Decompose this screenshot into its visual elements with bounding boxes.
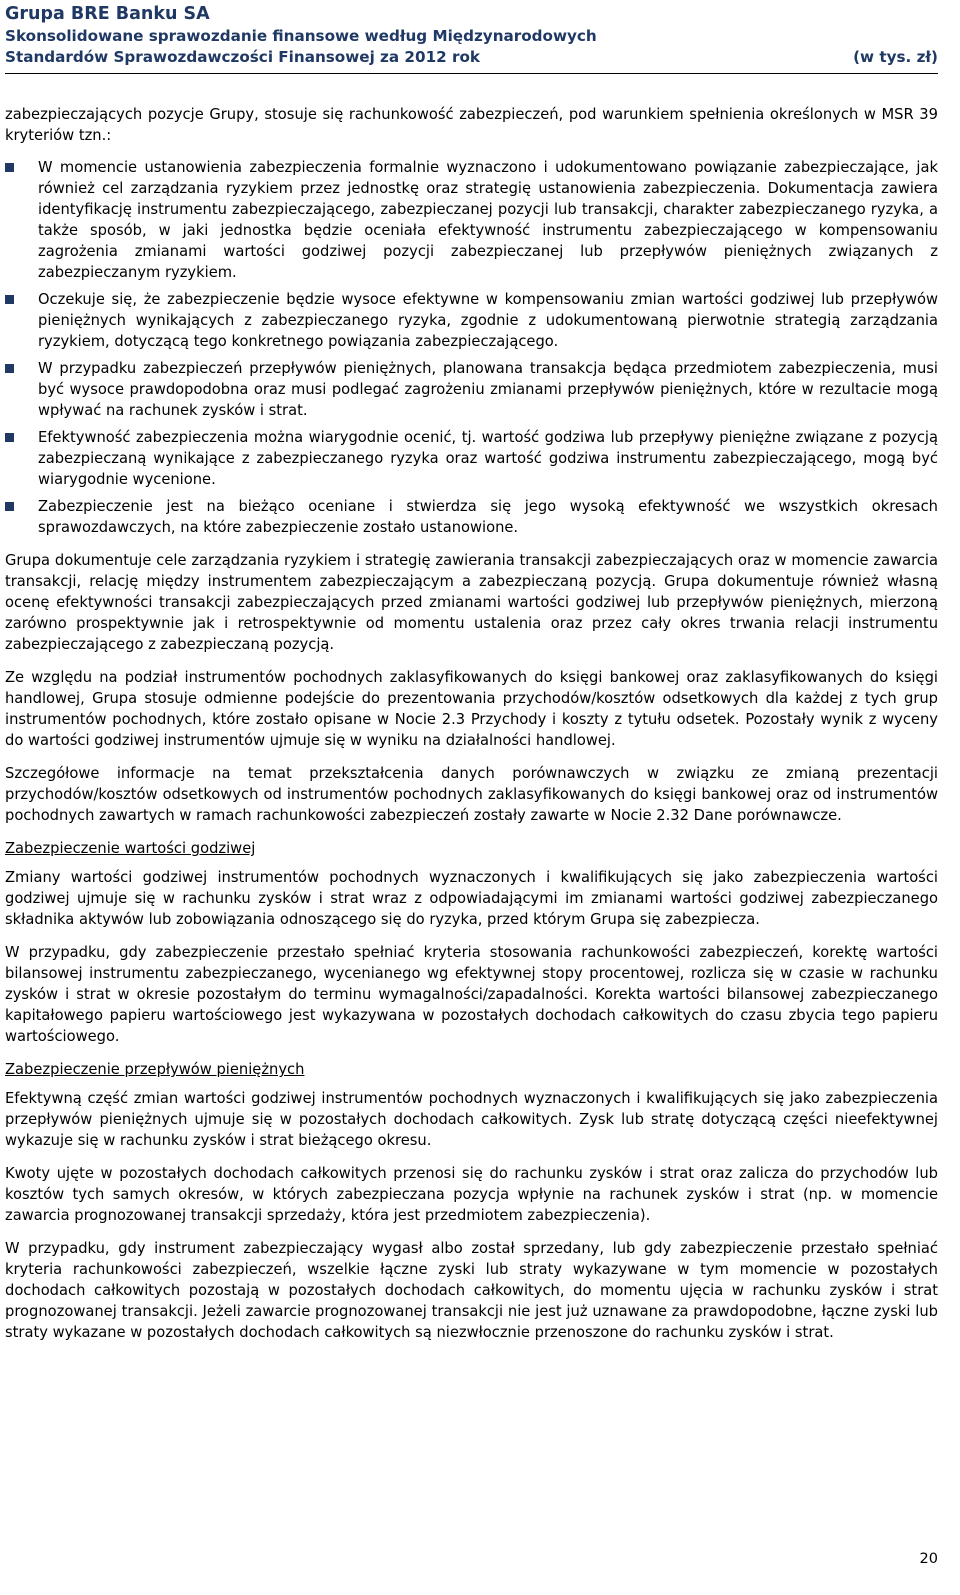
list-item <box>5 157 938 283</box>
list-item-text: W momencie ustanowienia zabezpieczenia formalnie wyznaczono i udokumentowano powiązanie zabezpieczające, jak również cel zarządzania ryzykiem przez jednostkę oraz strategię ustanowienia zabezpieczenia. Dokumentacja zawiera identyfikację instrumentu zabezpieczającego, zabezpieczanej pozycji lub transakcji, charakter zabezpieczanego ryzyka, a także sposób, w jaki jednostka będzie oceniała efektywność instrumentu zabezpieczającego w kompensowaniu zagrożenia zmianami wartości godziwej pozycji zabezpieczanej lub przepływów pieniężnych związanych z zabezpieczanym ryzykiem. <box>38 159 938 281</box>
body-paragraph: Efektywną część zmian wartości godziwej instrumentów pochodnych wyznaczonych i kwalifikujących się jako zabezpieczenia przepływów pieniężnych ujmuje się w pozostałych dochodach całkowitych. Zysk lub stratę dotyczącą części nieefektywnej wykazuje się w rachunku zysków i strat bieżącego okresu. <box>5 1090 938 1149</box>
criteria-list <box>5 157 938 538</box>
body-paragraph: W przypadku, gdy instrument zabezpieczający wygasł albo został sprzedany, lub gdy zabezpieczenie przestało spełniać kryteria rachunkowości zabezpieczeń, wszelkie łączne zyski lub straty wykazywane w tym momencie w pozostałych dochodach całkowitych pozostają w pozostałych dochodach całkowitych, do momentu ujęcia w rachunku zysków i strat prognozowanej transakcji. Jeżeli zawarcie prognozowanej transakcji nie jest już uznawane za prawdopodobne, łączne zyski lub straty wykazane w pozostałych dochodach całkowitych są niezwłocznie przenoszone do rachunku zysków i strat. <box>5 1240 938 1341</box>
list-item <box>5 289 938 352</box>
header-divider <box>5 73 938 74</box>
body-paragraph: Kwoty ujęte w pozostałych dochodach całkowitych przenosi się do rachunku zysków i strat oraz zalicza do przychodów lub kosztów tych samych okresów, w których zabezpieczana pozycja wpłynie na rachunek zysków i strat (np. w momencie zawarcia prognozowanej transakcji sprzedaży, która jest przedmiotem zabezpieczenia). <box>5 1165 938 1224</box>
document-body <box>5 104 938 1343</box>
intro-paragraph: zabezpieczających pozycje Grupy, stosuje się rachunkowość zabezpieczeń, pod warunkiem spełnienia określonych w MSR 39 kryteriów tzn.: <box>5 106 938 144</box>
body-paragraph: Grupa dokumentuje cele zarządzania ryzykiem i strategię zawierania transakcji zabezpieczających oraz w momencie zawarcia transakcji, relację między instrumentem zabezpieczającym a zabezpieczaną pozycją. Grupa dokumentuje również własną ocenę efektywności transakcji zabezpieczających przed zmianami wartości godziwej lub przepływów pieniężnych, mierzoną zarówno prospektywnie jak i retrospektywnie od momentu ustalenia oraz przez cały okres trwania relacji instrumentu zabezpieczającego z zabezpieczaną pozycją. <box>5 552 938 653</box>
square-bullet-icon <box>5 364 14 373</box>
body-paragraph: Szczegółowe informacje na temat przekształcenia danych porównawczych w związku ze zmianą prezentacji przychodów/kosztów odsetkowych od instrumentów pochodnych zaklasyfikowanych do księgi bankowej oraz od instrumentów pochodnych zawartych w ramach rachunkowości zabezpieczeń zostały zawarte w Nocie 2.32 Dane porównawcze. <box>5 765 938 824</box>
body-paragraph: Ze względu na podział instrumentów pochodnych zaklasyfikowanych do księgi bankowej oraz zaklasyfikowanych do księgi handlowej, Grupa stosuje odmienne podejście do prezentowania przychodów/kosztów odsetkowych dla każdej z tych grup instrumentów pochodnych, które zostało opisane w Nocie 2.3 Przychody i koszty z tytułu odsetek. Pozostały wynik z wyceny do wartości godziwej instrumentów ujmuje się w wyniku na działalności handlowej. <box>5 669 938 749</box>
list-item-text: W przypadku zabezpieczeń przepływów pieniężnych, planowana transakcja będąca przedmiotem zabezpieczenia, musi być wysoce prawdopodobna oraz musi podlegać zagrożeniu zmianami przepływów pieniężnych, które w rezultacie mogą wpływać na rachunek zysków i strat. <box>38 360 938 419</box>
currency-note: (w tys. zł) <box>853 48 938 66</box>
report-title-text-2: Standardów Sprawozdawczości Finansowej za 2012 rok <box>5 48 481 66</box>
document-page <box>5 0 938 1355</box>
page-number: 20 <box>919 1551 938 1567</box>
list-item <box>5 358 938 421</box>
square-bullet-icon <box>5 502 14 511</box>
body-paragraph: Zmiany wartości godziwej instrumentów pochodnych wyznaczonych i kwalifikujących się jako zabezpieczenia wartości godziwej ujmuje się w rachunku zysków i strat wraz z odpowiadającymi im zmianami wartości godziwej zabezpieczanego składnika aktywów lub zobowiązania odnoszącego się do ryzyka, przed którym Grupa się zabezpiecza. <box>5 869 938 928</box>
square-bullet-icon <box>5 163 14 172</box>
list-item <box>5 427 938 490</box>
report-title-line-1 <box>5 26 938 47</box>
list-item <box>5 496 938 538</box>
square-bullet-icon <box>5 433 14 442</box>
list-item-text: Zabezpieczenie jest na bieżąco oceniane i stwierdza się jego wysoką efektywność we wszystkich okresach sprawozdawczych, na które zabezpieczenie zostało ustanowione. <box>38 498 938 536</box>
list-item-text: Oczekuje się, że zabezpieczenie będzie wysoce efektywne w kompensowaniu zmian wartości godziwej lub przepływów pieniężnych wynikających z zabezpieczanego ryzyka, zgodnie z udokumentowaną pierwotnie strategią zarządzania ryzykiem, dotyczącą tego konkretnego powiązania zabezpieczającego. <box>38 291 938 350</box>
section-heading-fair-value: Zabezpieczenie wartości godziwej <box>5 840 256 857</box>
list-item-text: Efektywność zabezpieczenia można wiarygodnie ocenić, tj. wartość godziwa lub przepływy pieniężne związane z pozycją zabezpieczaną wynikające z zabezpieczanego ryzyka oraz wartość godziwa instrumentu zabezpieczającego, mogą być wiarygodnie wycenione. <box>38 429 938 488</box>
report-title-line-2 <box>5 47 938 68</box>
body-paragraph: W przypadku, gdy zabezpieczenie przestało spełniać kryteria stosowania rachunkowości zabezpieczeń, korektę wartości bilansowej instrumentu zabezpieczanego, wycenianego wg efektywnej stopy procentowej, rozlicza się w czasie w rachunku zysków i strat w okresie pozostałym do terminu wymagalności/zapadalności. Korekta wartości bilansowej zabezpieczanego kapitałowego papieru wartościowego jest wykazywana w pozostałych dochodach całkowitych do czasu zbycia tego papieru wartościowego. <box>5 944 938 1045</box>
page-header <box>5 0 938 74</box>
square-bullet-icon <box>5 295 14 304</box>
section-heading-cash-flow: Zabezpieczenie przepływów pieniężnych <box>5 1061 305 1078</box>
company-name: Grupa BRE Banku SA <box>5 4 210 24</box>
report-title-text-1: Skonsolidowane sprawozdanie finansowe według Międzynarodowych <box>5 27 597 45</box>
